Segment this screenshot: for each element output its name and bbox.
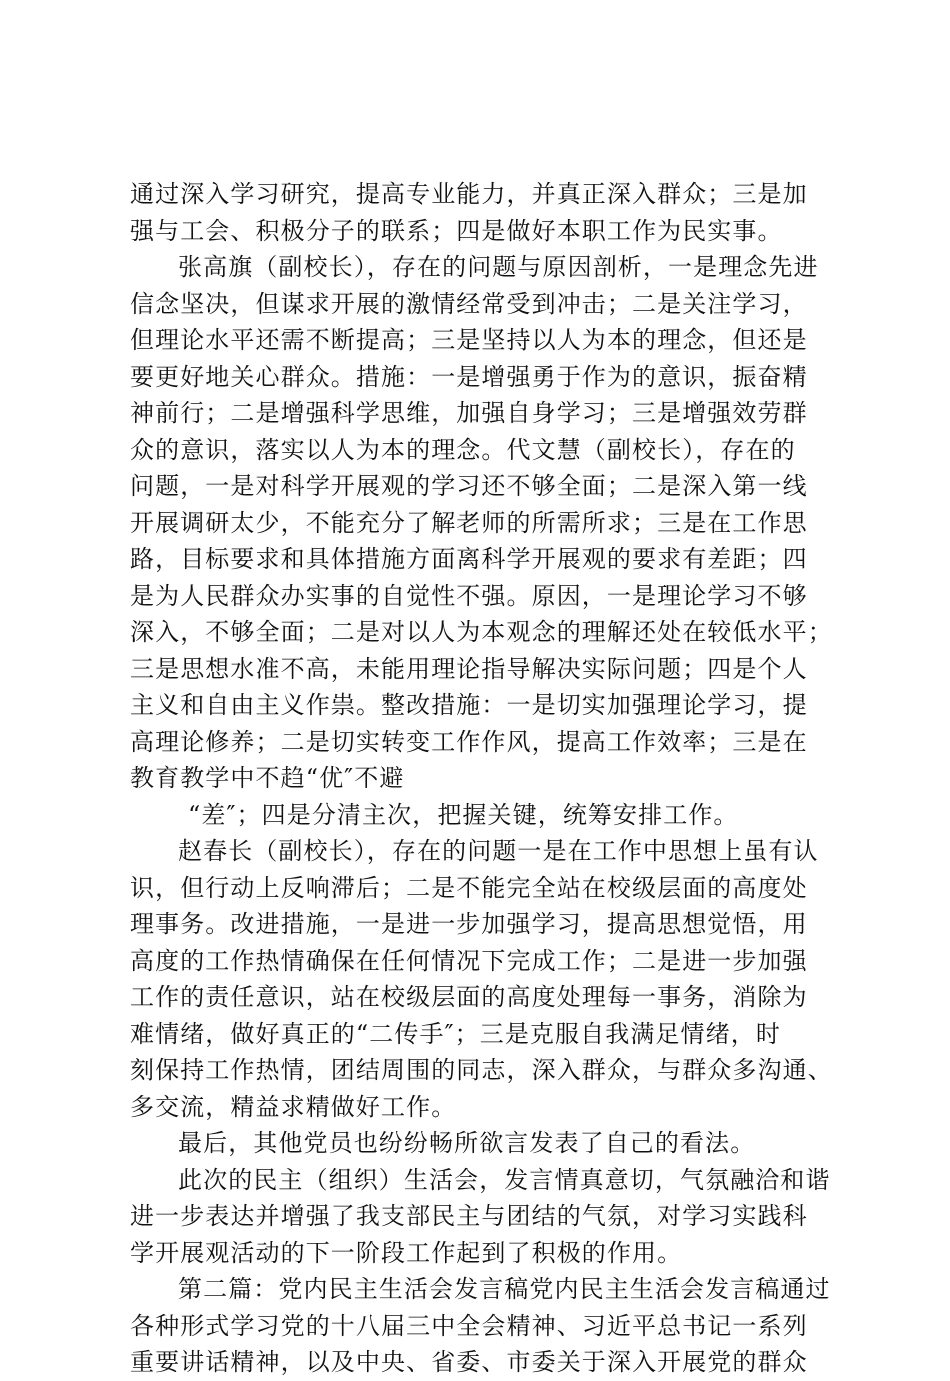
text-line: 第二篇：党内民主生活会发言稿党内民主生活会发言稿通过 bbox=[178, 1275, 831, 1303]
text-line: 此次的民主（组织）生活会，发言情真意切，气氛融洽和谐 bbox=[178, 1165, 831, 1194]
document-body bbox=[130, 176, 850, 1381]
text-line: 教育教学中不趋“优″不避 bbox=[130, 764, 405, 792]
text-line: 难情绪，做好真正的“二传手″；三是克服自我满足情绪，时 bbox=[130, 1019, 781, 1048]
text-line: 开展调研太少，不能充分了解老师的所需所求；三是在工作思 bbox=[130, 508, 808, 537]
text-line: 学开展观活动的下一阶段工作起到了积极的作用。 bbox=[130, 1238, 683, 1267]
text-line: 强与工会、积极分子的联系；四是做好本职工作为民实事。 bbox=[130, 216, 783, 245]
text-line: 高理论修养；二是切实转变工作作风，提高工作效率；三是在 bbox=[130, 727, 808, 756]
text-line: “差″；四是分清主次，把握关键，统筹安排工作。 bbox=[188, 800, 739, 829]
text-line: 要更好地关心群众。措施：一是增强勇于作为的意识，振奋精 bbox=[130, 362, 808, 391]
text-line: 最后，其他党员也纷纷畅所欲言发表了自己的看法。 bbox=[178, 1129, 756, 1157]
text-line: 进一步表达并增强了我支部民主与团结的气氛，对学习实践科 bbox=[130, 1202, 808, 1230]
text-line: 识，但行动上反响滞后；二是不能完全站在校级层面的高度处 bbox=[130, 873, 808, 902]
text-line: 刻保持工作热情，团结周围的同志，深入群众，与群众多沟通、 bbox=[130, 1056, 833, 1084]
text-line: 高度的工作热情确保在任何情况下完成工作；二是进一步加强 bbox=[130, 946, 808, 975]
text-line: 是为人民群众办实事的自觉性不强。原因，一是理论学习不够 bbox=[130, 581, 808, 610]
text-line: 众的意识，落实以人为本的理念。代文慧（副校长），存在的 bbox=[130, 435, 796, 464]
text-line: 问题，一是对科学开展观的学习还不够全面；二是深入第一线 bbox=[130, 472, 808, 500]
text-line: 通过深入学习研究，提高专业能力，并真正深入群众；三是加 bbox=[130, 180, 808, 208]
text-line: 深入，不够全面；二是对以人为本观念的理解还处在较低水平； bbox=[130, 618, 833, 646]
text-line: 信念坚决，但谋求开展的激情经常受到冲击；二是关注学习， bbox=[130, 289, 808, 318]
text-line: 但理论水平还需不断提高；三是坚持以人为本的理念，但还是 bbox=[130, 326, 808, 354]
text-line: 三是思想水准不高，未能用理论指导解决实际问题；四是个人 bbox=[130, 654, 808, 683]
text-line: 赵春长（副校长），存在的问题一是在工作中思想上虽有认 bbox=[178, 837, 819, 865]
text-line: 主义和自由主义作祟。整改措施：一是切实加强理论学习，提 bbox=[130, 691, 808, 719]
text-line: 神前行；二是增强科学思维，加强自身学习；三是增强效劳群 bbox=[130, 399, 808, 427]
text-line: 工作的责任意识，站在校级层面的高度处理每一事务，消除为 bbox=[130, 983, 808, 1011]
text-line: 多交流，精益求精做好工作。 bbox=[130, 1092, 457, 1121]
text-line: 各种形式学习党的十八届三中全会精神、习近平总书记一系列 bbox=[130, 1311, 808, 1340]
text-line: 重要讲话精神，以及中央、省委、市委关于深入开展党的群众 bbox=[130, 1348, 808, 1376]
text-line: 路，目标要求和具体措施方面离科学开展观的要求有差距；四 bbox=[130, 545, 808, 573]
text-line: 理事务。改进措施，一是进一步加强学习，提高思想觉悟，用 bbox=[130, 910, 808, 938]
text-line: 张高旗（副校长），存在的问题与原因剖析，一是理念先进 bbox=[178, 253, 819, 281]
